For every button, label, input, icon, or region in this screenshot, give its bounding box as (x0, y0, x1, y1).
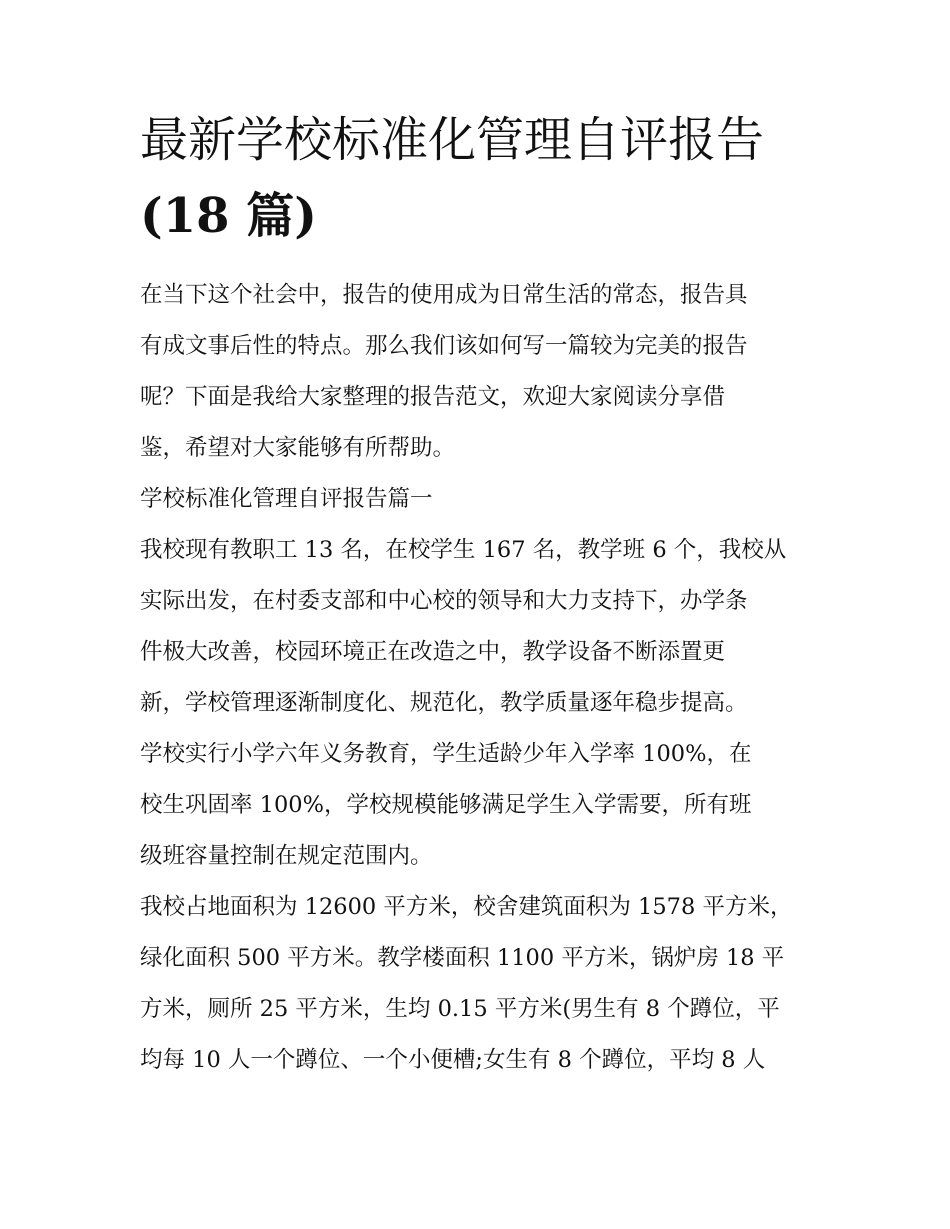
title-line-1: 最新学校标准化管理自评报告 (140, 112, 765, 168)
text-line: 方米，厕所 25 平方米，生均 0.15 平方米(男生有 8 个蹲位，平 (140, 996, 780, 1022)
section-heading-text: 学校标准化管理自评报告篇一 (140, 486, 433, 512)
text-line: 我校占地面积为 12600 平方米，校舍建筑面积为 1578 平方米， (140, 894, 793, 920)
text-line: 呢？下面是我给大家整理的报告范文，欢迎大家阅读分享借 (140, 384, 726, 410)
intro-paragraph (140, 270, 820, 474)
text-line: 学校实行小学六年义务教育，学生适龄少年入学率 100%，在 (140, 741, 752, 767)
school-overview-paragraph (140, 525, 820, 882)
text-line: 实际出发，在村委支部和中心校的领导和大力支持下，办学条 (140, 588, 748, 614)
section-heading (140, 474, 820, 525)
title-line-2: (18 篇) (140, 188, 317, 244)
document-page (140, 108, 820, 1086)
text-line: 校生巩固率 100%，学校规模能够满足学生入学需要，所有班 (140, 792, 752, 818)
text-line: 件极大改善，校园环境正在改造之中，教学设备不断添置更 (140, 639, 726, 665)
text-line: 鉴，希望对大家能够有所帮助。 (140, 435, 456, 461)
facilities-paragraph (140, 882, 820, 1086)
text-line: 新，学校管理逐渐制度化、规范化，教学质量逐年稳步提高。 (140, 690, 748, 716)
text-line: 绿化面积 500 平方米。教学楼面积 1100 平方米，锅炉房 18 平 (140, 945, 785, 971)
document-body (140, 270, 820, 1086)
text-line: 我校现有教职工 13 名，在校学生 167 名，教学班 6 个，我校从 (140, 537, 787, 563)
document-title (140, 108, 820, 248)
text-line: 有成文事后性的特点。那么我们该如何写一篇较为完美的报告 (140, 333, 748, 359)
text-line: 在当下这个社会中，报告的使用成为日常生活的常态，报告具 (140, 282, 748, 308)
text-line: 级班容量控制在规定范围内。 (140, 843, 433, 869)
text-line: 均每 10 人一个蹲位、一个小便槽;女生有 8 个蹲位，平均 8 人 (140, 1047, 766, 1073)
